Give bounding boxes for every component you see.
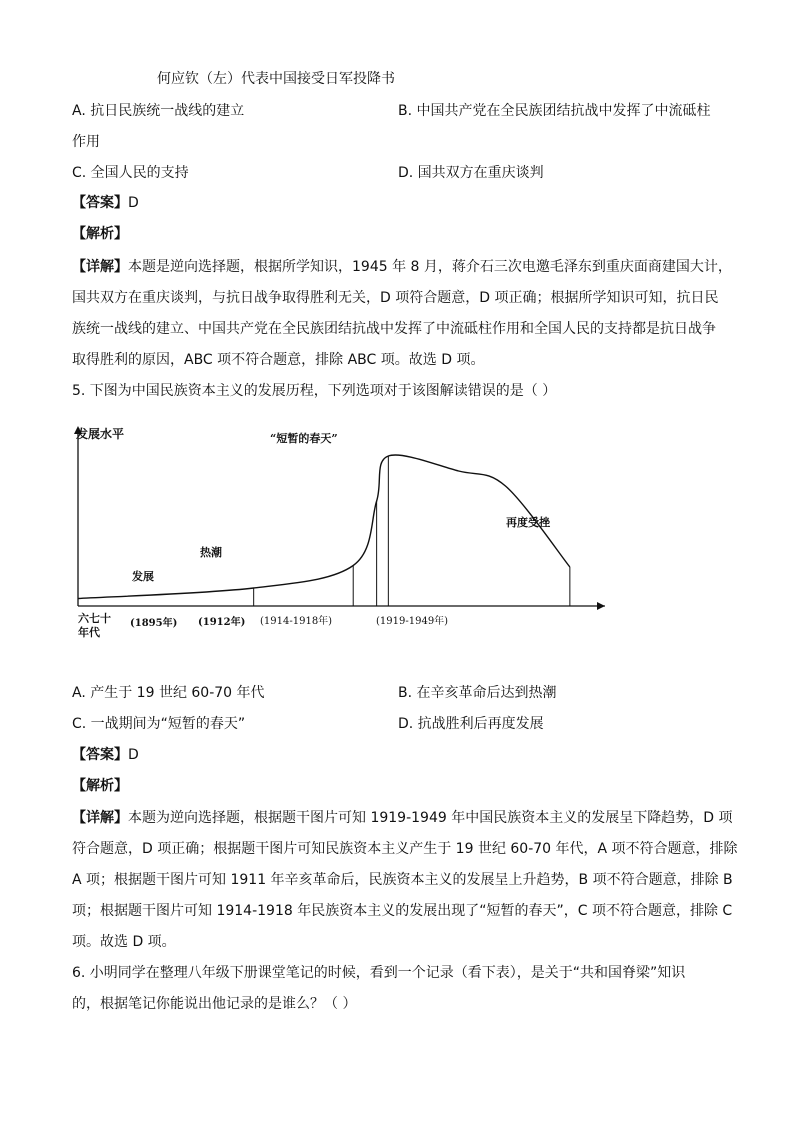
tick-60s70s: 六七十 [78, 612, 111, 625]
q4-detail-2: 国共双方在重庆谈判，与抗日战争取得胜利无关，D 项符合题意，D 项正确；根据所学知识可知，抗日民 [72, 290, 719, 306]
q4-detail-3: 族统一战线的建立、中国共产党在全民族团结抗战中发挥了中流砥柱作用和全国人民的支持都是抗日战争 [72, 321, 716, 337]
q5-option-d: D. 抗战胜利后再度发展 [398, 716, 544, 732]
q5-option-c: C. 一战期间为“短暂的春天” [72, 716, 246, 732]
tick-1895: (1895年) [130, 618, 178, 629]
x-axis-arrow [597, 602, 605, 610]
detail-text: 本题为逆向选择题，根据题干图片可知 1919-1949 年中国民族资本主义的发展呈下降趋势，D 项 [128, 810, 733, 826]
tick-1914-1918: (1914-1918年) [260, 616, 333, 627]
annotation-development: 发展 [132, 570, 154, 583]
q5-answer [72, 744, 139, 764]
chart-ylabel: 发展水平 [76, 427, 125, 441]
q4-option-d: D. 国共双方在重庆谈判 [398, 165, 544, 181]
answer-value: D [128, 195, 139, 211]
q6-stem-2: 的，根据笔记你能说出他记录的是谁么？（ ） [72, 996, 357, 1012]
q5-detail-1 [72, 807, 732, 827]
annotation-setback: 再度受挫 [506, 516, 550, 529]
q6-stem-1: 6. 小明同学在整理八年级下册课堂笔记的时候，看到一个记录（看下表），是关于“共和国脊梁”知识 [72, 965, 686, 981]
q5-detail-5: 项。故选 D 项。 [72, 934, 176, 950]
q5-option-b: B. 在辛亥革命后达到热潮 [398, 685, 557, 701]
q4-detail-1 [72, 256, 732, 276]
q4-answer [72, 192, 139, 212]
q4-option-b-cont: 作用 [72, 134, 100, 150]
q5-stem: 5. 下图为中国民族资本主义的发展历程，下列选项对于该图解读错误的是（ ） [72, 383, 557, 399]
detail-text: 本题是逆向选择题，根据所学知识，1945 年 8 月，蒋介石三次电邀毛泽东到重庆面商建国大计， [128, 259, 732, 275]
answer-label: 【答案】 [72, 747, 128, 763]
image-caption: 何应钦（左）代表中国接受日军投降书 [157, 71, 395, 87]
tick-60s70s-line2: 年代 [78, 626, 100, 639]
q4-option-c: C. 全国人民的支持 [72, 165, 189, 181]
capitalism-development-chart [60, 408, 620, 648]
tick-1912: (1912年) [198, 617, 246, 628]
annotation-short-spring: “短暂的春天” [270, 432, 338, 445]
tick-1919-1949: (1919-1949年) [376, 616, 449, 627]
q4-option-b: B. 中国共产党在全民族团结抗战中发挥了中流砥柱 [398, 103, 711, 119]
answer-label: 【答案】 [72, 195, 128, 211]
q4-analysis-label: 【解析】 [72, 226, 128, 242]
q5-detail-2: 符合题意，D 项正确；根据题干图片可知民族资本主义产生于 19 世纪 60-70 年代，A 项不符合题意，排除 [72, 841, 738, 857]
detail-label: 【详解】 [72, 810, 128, 826]
chart-verticals [254, 456, 570, 606]
q5-option-a: A. 产生于 19 世纪 60-70 年代 [72, 685, 265, 701]
q4-option-a: A. 抗日民族统一战线的建立 [72, 103, 245, 119]
detail-label: 【详解】 [72, 259, 128, 275]
q5-detail-3: A 项；根据题干图片可知 1911 年辛亥革命后，民族资本主义的发展呈上升趋势，B 项不符合题意，排除 B [72, 872, 733, 888]
q5-detail-4: 项；根据题干图片可知 1914-1918 年民族资本主义的发展出现了“短暂的春天”，C 项不符合题意，排除 C [72, 903, 733, 919]
answer-value: D [128, 747, 139, 763]
annotation-boom: 热潮 [200, 546, 222, 559]
q5-analysis-label: 【解析】 [72, 778, 128, 794]
q4-detail-4: 取得胜利的原因，ABC 项不符合题意，排除 ABC 项。故选 D 项。 [72, 352, 485, 368]
